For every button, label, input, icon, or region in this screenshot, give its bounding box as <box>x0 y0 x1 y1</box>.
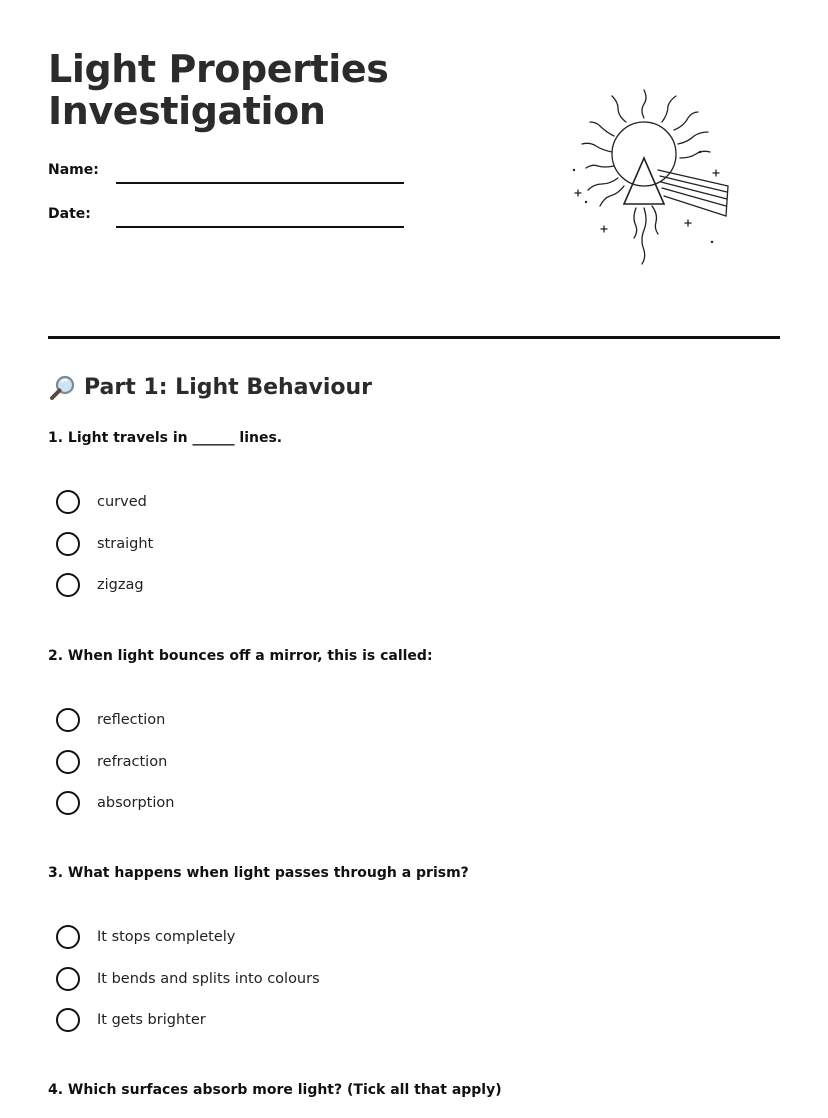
radio-button[interactable] <box>56 791 80 815</box>
radio-button[interactable] <box>56 573 80 597</box>
date-field <box>48 204 404 228</box>
option-label: It gets brighter <box>97 1012 206 1028</box>
question-4: 4. Which surfaces absorb more light? (Tick all that apply) <box>48 1082 502 1098</box>
question-3-options <box>56 925 320 1050</box>
option-label: refraction <box>97 753 168 770</box>
option-straight[interactable] <box>56 532 153 556</box>
option-absorption[interactable] <box>56 791 174 815</box>
radio-button[interactable] <box>56 967 80 991</box>
option-zigzag[interactable] <box>56 573 153 597</box>
section-title-part-1 <box>48 372 372 404</box>
option-reflection[interactable] <box>56 708 174 732</box>
radio-button[interactable] <box>56 708 80 732</box>
radio-button[interactable] <box>56 750 80 774</box>
option-label: curved <box>97 494 147 510</box>
date-input-line[interactable] <box>116 226 404 228</box>
option-label: reflection <box>97 712 166 728</box>
question-2: 2. When light bounces off a mirror, this is called: <box>48 648 433 664</box>
name-input-line[interactable] <box>116 182 404 184</box>
question-1-options <box>56 490 153 615</box>
option-label: It stops completely <box>97 929 236 945</box>
option-bends-and-splits[interactable] <box>56 967 320 991</box>
radio-button[interactable] <box>56 532 80 556</box>
section-divider <box>48 336 780 339</box>
question-2-options <box>56 708 174 833</box>
option-label: straight <box>97 535 154 552</box>
option-stops-completely[interactable] <box>56 925 320 949</box>
name-field <box>48 160 404 184</box>
question-1: 1. Light travels in ______ lines. <box>48 430 283 446</box>
name-label: Name: <box>48 162 99 178</box>
title-line-2: Investigation <box>48 89 326 133</box>
magnifying-glass-icon <box>48 373 78 403</box>
worksheet-title <box>48 48 468 132</box>
sun-prism-icon <box>560 82 740 272</box>
radio-button[interactable] <box>56 490 80 514</box>
date-label: Date: <box>48 206 91 222</box>
radio-button[interactable] <box>56 925 80 949</box>
option-gets-brighter[interactable] <box>56 1008 320 1032</box>
option-label: absorption <box>97 795 175 811</box>
radio-button[interactable] <box>56 1008 80 1032</box>
option-label: zigzag <box>97 577 144 593</box>
title-line-1: Light Properties <box>48 47 389 91</box>
option-label: It bends and splits into colours <box>97 970 320 987</box>
option-refraction[interactable] <box>56 750 174 774</box>
option-curved[interactable] <box>56 490 153 514</box>
question-3: 3. What happens when light passes through a prism? <box>48 865 469 881</box>
section-title-text: Part 1: Light Behaviour <box>84 375 373 400</box>
